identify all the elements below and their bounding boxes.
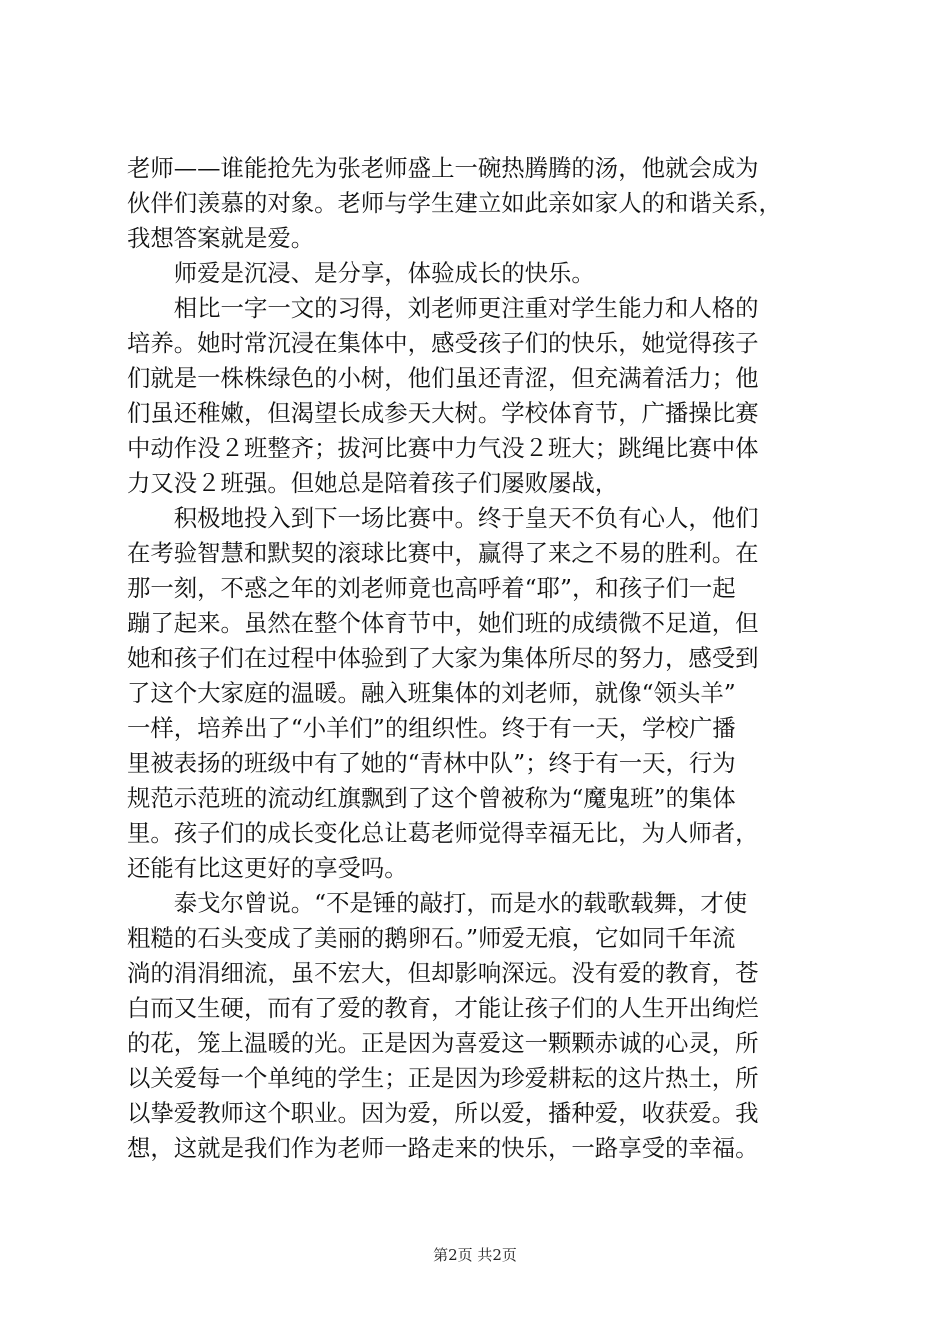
text-line: 里被表扬的班级中有了她的“青林中队”；终于有一天，行为 (127, 749, 736, 777)
text-line: 力又没２班强。但她总是陪着孩子们屡败屡战， (127, 469, 619, 497)
text-line: 相比一字一文的习得，刘老师更注重对学生能力和人格的 (127, 294, 759, 322)
text-line: 粗糙的石头变成了美丽的鹅卵石。”师爱无痕，它如同千年流 (127, 924, 736, 952)
text-line: 规范示范班的流动红旗飘到了这个曾被称为“魔鬼班”的集体 (127, 784, 736, 812)
text-line: 里。孩子们的成长变化总让葛老师觉得幸福无比，为人师者， (127, 819, 759, 847)
text-line: 伙伴们羡慕的对象。老师与学生建立如此亲如家人的和谐关系， (127, 189, 782, 217)
text-line: 那一刻，不惑之年的刘老师竟也高呼着“耶”，和孩子们一起 (127, 574, 736, 602)
text-line: 了这个大家庭的温暖。融入班集体的刘老师，就像“领头羊” (127, 679, 736, 707)
text-line: 泰戈尔曾说。“不是锤的敲打，而是水的载歌载舞，才使 (127, 889, 748, 917)
text-line: 培养。她时常沉浸在集体中，感受孩子们的快乐，她觉得孩子 (127, 329, 759, 357)
text-line: 她和孩子们在过程中体验到了大家为集体所尽的努力，感受到 (127, 644, 759, 672)
text-line: 们虽还稚嫩，但渴望长成参天大树。学校体育节，广播操比赛 (127, 399, 759, 427)
page-number-label: 第2页 共2页 (433, 1246, 517, 1264)
text-line: 想，这就是我们作为老师一路走来的快乐，一路享受的幸福。 (127, 1134, 759, 1162)
text-line: 白而又生硬，而有了爱的教育，才能让孩子们的人生开出绚烂 (127, 994, 759, 1022)
text-line: 中动作没２班整齐；拔河比赛中力气没２班大；跳绳比赛中体 (127, 434, 759, 462)
text-line: 老师——谁能抢先为张老师盛上一碗热腾腾的汤，他就会成为 (127, 154, 759, 182)
body-text (127, 151, 837, 1166)
text-line: 一样，培养出了“小羊们”的组织性。终于有一天，学校广播 (127, 714, 736, 742)
text-line: 以挚爱教师这个职业。因为爱，所以爱，播种爱，收获爱。我 (127, 1099, 759, 1127)
page-footer (0, 1244, 950, 1266)
text-line: 以关爱每一个单纯的学生；正是因为珍爱耕耘的这片热土，所 (127, 1064, 759, 1092)
text-line: 积极地投入到下一场比赛中。终于皇天不负有心人，他们 (127, 504, 759, 532)
text-line: 师爱是沉浸、是分享，体验成长的快乐。 (127, 259, 595, 287)
text-line: 还能有比这更好的享受吗。 (127, 854, 408, 882)
text-line: 我想答案就是爱。 (127, 224, 315, 252)
text-line: 的花，笼上温暖的光。正是因为喜爱这一颗颗赤诚的心灵，所 (127, 1029, 759, 1057)
text-line: 淌的涓涓细流，虽不宏大，但却影响深远。没有爱的教育，苍 (127, 959, 759, 987)
text-line: 在考验智慧和默契的滚球比赛中，赢得了来之不易的胜利。在 (127, 539, 759, 567)
text-line: 们就是一株株绿色的小树，他们虽还青涩，但充满着活力；他 (127, 364, 759, 392)
text-line: 蹦了起来。虽然在整个体育节中，她们班的成绩微不足道，但 (127, 609, 759, 637)
